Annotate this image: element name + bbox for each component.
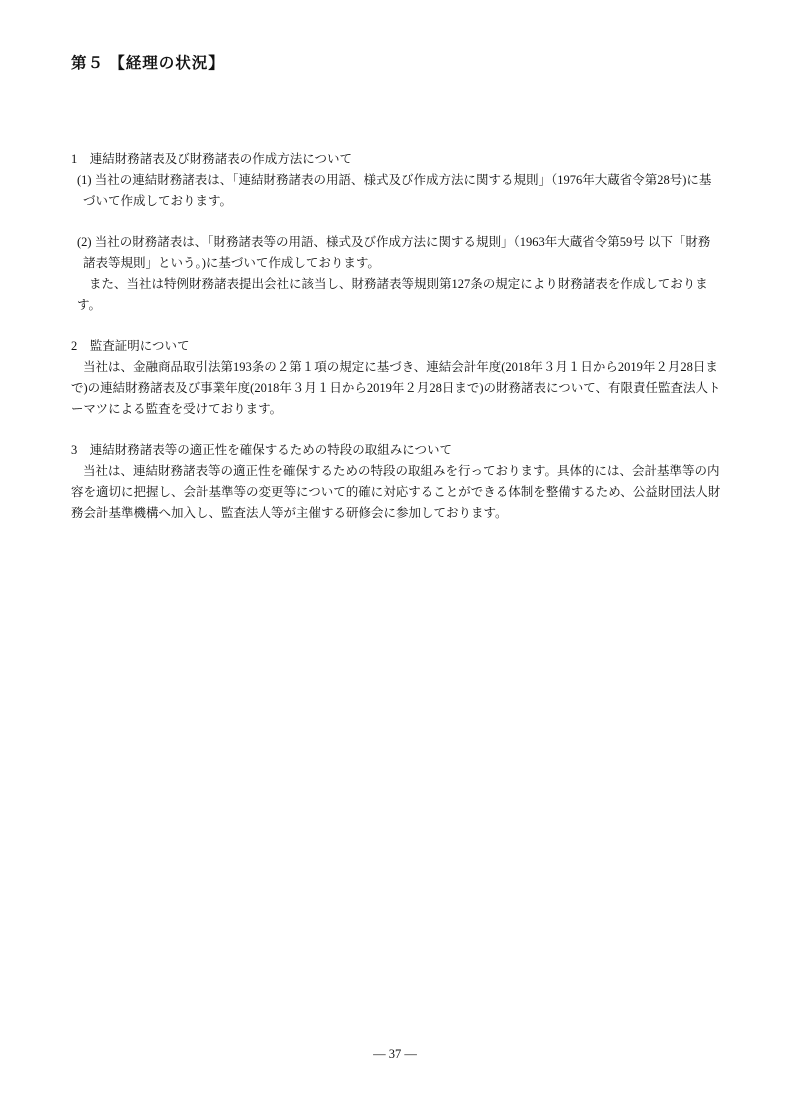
paragraph-line: (2) 当社の財務諸表は、「財務諸表等の用語、様式及び作成方法に関する規則」（1963年大蔵省令第59号 以下「財務 [77, 235, 711, 249]
section-3-paragraph [71, 461, 721, 524]
page-title: 第５ 【経理の状況】 [71, 55, 225, 72]
document-body [71, 149, 721, 524]
paragraph-line: 当社は、連結財務諸表等の適正性を確保するための特段の取組みを行っております。具体的には、会計基準等の内 [83, 464, 720, 478]
paragraph-line: 諸表等規則」という。)に基づいて作成しております。 [83, 256, 380, 270]
paragraph-line: づいて作成しております。 [83, 194, 233, 208]
page-number: ― 37 ― [373, 1047, 417, 1061]
paragraph-line: 当社は、金融商品取引法第193条の２第１項の規定に基づき、連結会計年度(2018年３月１日から2019年２月28日ま [83, 360, 718, 374]
section-3-heading: 3 連結財務諸表等の適正性を確保するための特段の取組みについて [71, 443, 453, 457]
section-2-heading: 2 監査証明について [71, 339, 190, 353]
section-1-item-1 [71, 170, 721, 212]
section-2-paragraph [71, 357, 721, 420]
section-1-item-2 [71, 232, 721, 316]
paragraph-line: 務会計基準機構へ加入し、監査法人等が主催する研修会に参加しております。 [71, 506, 508, 520]
paragraph-line: す。 [77, 298, 102, 312]
paragraph-line: ーマツによる監査を受けております。 [71, 402, 283, 416]
paragraph-line: で)の連結財務諸表及び事業年度(2018年３月１日から2019年２月28日まで)の財務諸表について、有限責任監査法人ト [71, 381, 721, 395]
section-1-heading: 1 連結財務諸表及び財務諸表の作成方法について [71, 152, 353, 166]
paragraph-line: 容を適切に把握し、会計基準等の変更等について的確に対応することができる体制を整備するため、公益財団法人財 [71, 485, 721, 499]
paragraph-line: また、当社は特例財務諸表提出会社に該当し、財務諸表等規則第127条の規定により財務諸表を作成しておりま [89, 277, 708, 291]
paragraph-line: (1) 当社の連結財務諸表は、「連結財務諸表の用語、様式及び作成方法に関する規則」（1976年大蔵省令第28号)に基 [77, 173, 712, 187]
